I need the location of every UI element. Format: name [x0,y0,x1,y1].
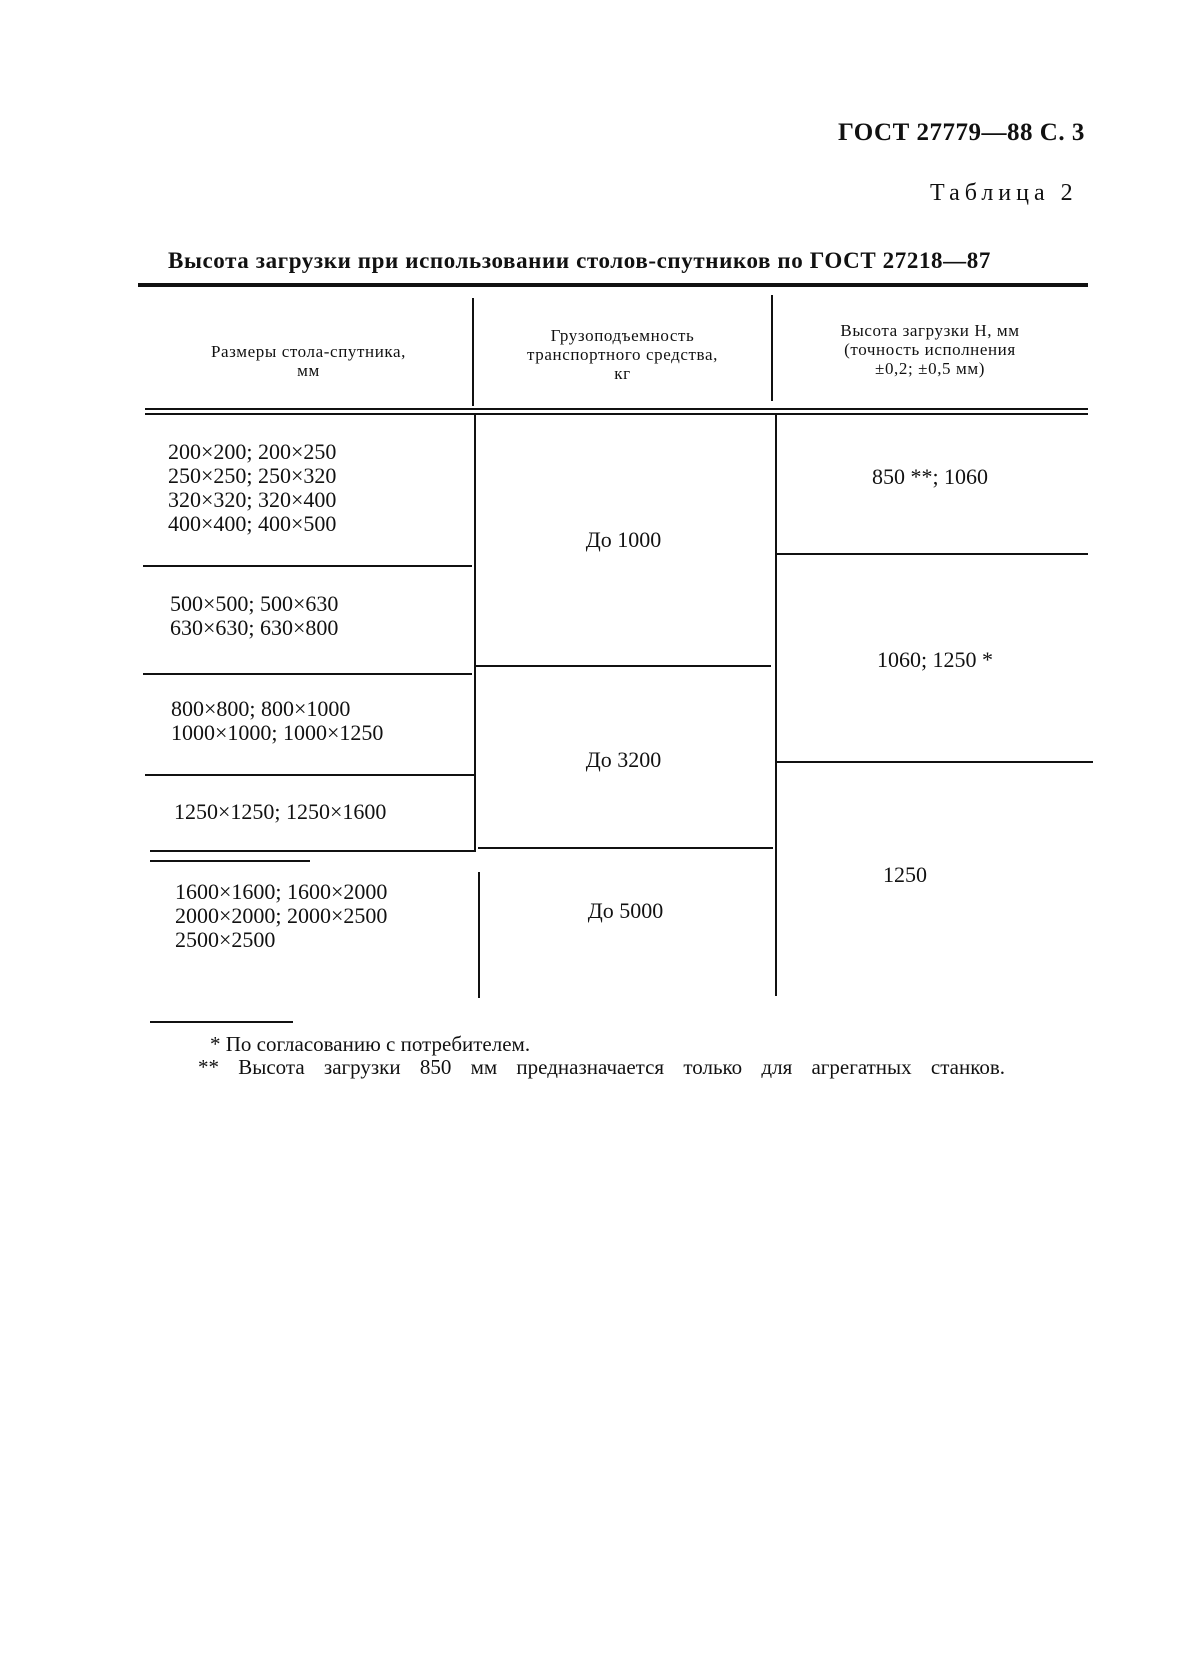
row-rule-1 [143,565,472,567]
height-cell-1: 850 **; 1060 [871,464,989,489]
document-reference: ГОСТ 27779—88 С. 3 [838,119,1085,146]
column-header-size-text: Размеры стола-спутника, мм [210,342,407,380]
height-cell-3: 1250 [883,862,927,887]
capacity-rule-1 [476,665,771,667]
capacity-cell-3: До 5000 [587,898,664,923]
height-rule-1 [775,553,1088,555]
row-rule-2 [143,673,472,675]
size-cell-4: 1250×1250; 1250×1600 [174,799,387,824]
size-cell-1: 200×200; 200×250 250×250; 250×320 320×320; 320×400 400×400; 400×500 [168,439,337,536]
size-cell-3: 800×800; 800×1000 1000×1000; 1000×1250 [171,696,384,745]
capacity-cell-2: До 3200 [585,747,662,772]
column-header-capacity [474,326,771,383]
footnote-2: ** Высота загрузки 850 мм предназначается только для агрегатных станков. [198,1055,1006,1079]
height-rule-2 [775,761,1093,763]
table-title: Высота загрузки при использовании столов-спутников по ГОСТ 27218—87 [168,248,991,273]
header-divider-2 [771,295,773,401]
header-double-rule-2 [145,413,1088,415]
size-cell-5: 1600×1600; 1600×2000 2000×2000; 2000×2500 2500×2500 [175,879,388,952]
capacity-cell-1: До 1000 [585,527,662,552]
column-header-capacity-text: Грузоподъемность транспортного средства, кг [527,326,718,383]
column-header-size [145,342,472,380]
size-cell-2: 500×500; 500×630 630×630; 630×800 [170,591,339,640]
row-rule-4a [150,850,475,852]
column-divider-1b [478,872,480,998]
column-divider-2 [775,414,777,996]
table-label: Таблица 2 [930,180,1078,206]
capacity-rule-2 [478,847,773,849]
header-double-rule-1 [145,408,1088,410]
footnote-1: * По согласованию с потребителем. [210,1032,531,1056]
column-header-height-text: Высота загрузки H, мм (точность исполнения ±0,2; ±0,5 мм) [840,321,1020,378]
column-divider-1a [474,414,476,852]
footnote-separator [150,1021,293,1023]
row-rule-3 [145,774,474,776]
row-rule-4b [150,860,310,862]
height-cell-2: 1060; 1250 * [876,647,994,672]
column-header-height [775,321,1085,378]
table-top-rule [138,283,1088,287]
